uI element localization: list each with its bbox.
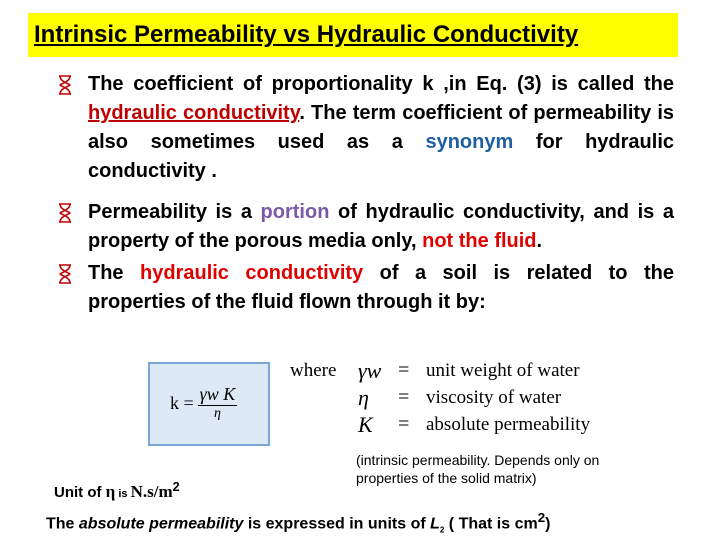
unit-is: is <box>115 488 131 500</box>
bullet-2-text-a: Permeability is a <box>88 201 261 223</box>
bullet-1 <box>56 70 674 186</box>
footer-text-b: is expressed in units of <box>243 515 431 533</box>
footer-L-sub: 2 <box>439 525 445 535</box>
footer-statement <box>46 510 550 535</box>
unit-exponent: 2 <box>172 480 180 494</box>
footer-italic: absolute permeability <box>78 515 244 533</box>
hourglass-icon <box>56 264 74 284</box>
bullet-1-text-a: The coefficient of proportionality k ,in Eq. (3) is called the <box>88 73 674 95</box>
definition-text: unit weight of water <box>426 359 580 381</box>
definition-row <box>290 357 590 384</box>
definition-row <box>290 384 590 411</box>
bullet-2 <box>56 198 674 256</box>
formula-numerator: γw K <box>199 384 236 404</box>
bullet-2-not-fluid: not the fluid <box>422 230 537 252</box>
formula-denominator: η <box>213 406 221 421</box>
definition-text: viscosity of water <box>426 386 562 408</box>
footer-exp: 2 <box>537 510 546 525</box>
definition-symbol: K <box>358 411 373 437</box>
definition-row <box>290 411 590 438</box>
intrinsic-note: (intrinsic permeability. Depends only on properties of the solid matrix) <box>356 452 600 486</box>
definition-symbol: η <box>358 384 369 410</box>
slide-title: Intrinsic Permeability vs Hydraulic Conductivity <box>34 21 579 48</box>
definition-symbol: γw <box>358 357 382 383</box>
footer-text-a: The <box>46 515 79 533</box>
bullet-1-text-b: . The term coefficient of permeability is also sometimes used as a <box>88 102 675 153</box>
bullet-2-portion: portion <box>260 201 330 223</box>
bullet-3-text-a: The <box>88 262 141 284</box>
bullet-1-synonym: synonym <box>425 131 514 153</box>
unit-prefix: Unit of <box>54 484 106 501</box>
footer-text-c: ( That is cm <box>444 515 538 533</box>
unit-symbol: η <box>105 482 116 501</box>
definition-equals: = <box>398 386 410 408</box>
definition-equals: = <box>398 413 410 435</box>
footer-L: L <box>430 515 440 533</box>
bullet-1-highlight: hydraulic conductivity <box>88 102 300 124</box>
formula-box <box>148 362 270 446</box>
formula <box>170 384 237 422</box>
bullet-list <box>56 70 674 329</box>
unit-value: N.s/m <box>130 482 173 501</box>
definition-text: absolute permeability <box>426 413 591 435</box>
bullet-2-text-b: of hydraulic conductivity, and is a property of the porous media only, <box>88 201 675 252</box>
title-bar <box>28 13 678 57</box>
definition-equals: = <box>398 359 410 381</box>
definitions <box>290 357 590 438</box>
bullet-3 <box>56 259 674 317</box>
formula-fraction <box>198 384 238 422</box>
bullet-3-highlight: hydraulic conductivity <box>140 262 364 284</box>
hourglass-icon <box>56 203 74 223</box>
hourglass-icon <box>56 75 74 95</box>
bullet-3-text-b: of a soil is related to the properties of the fluid flown through it by: <box>88 262 674 313</box>
bullet-1-text-c: for hydraulic conductivity . <box>88 131 674 182</box>
formula-lhs: k = <box>170 392 194 413</box>
footer-text-d: ) <box>545 515 551 533</box>
viscosity-unit-label <box>54 480 180 502</box>
bullet-2-text-c: . <box>536 230 543 252</box>
where-label: where <box>290 359 337 381</box>
